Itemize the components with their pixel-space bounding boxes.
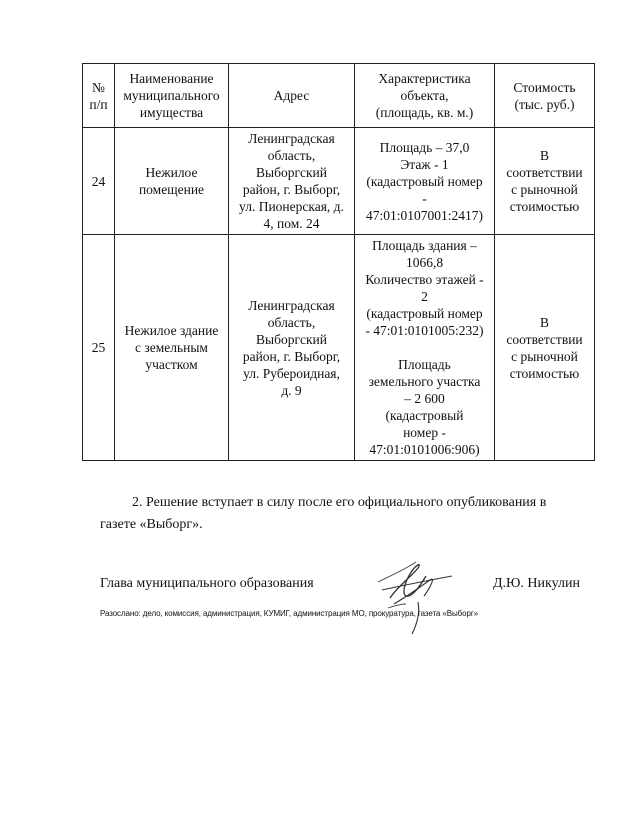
header-number: № п/п: [83, 64, 115, 128]
decision-paragraph-continuation: газете «Выборг».: [100, 517, 203, 532]
table-header-row: [83, 64, 595, 128]
table-row: [83, 128, 595, 235]
cell-address: Ленинградская область, Выборгский район, г. Выборг, ул. Пионерская, д. 4, пом. 24: [229, 128, 355, 235]
cell-number: 25: [83, 235, 115, 461]
cell-address: Ленинградская область, Выборгский район, г. Выборг, ул. Рубероидная, д. 9: [229, 235, 355, 461]
distribution-list: Разослано: дело, комиссия, администрация, КУМИГ, администрация МО, прокуратура, газета «Выборг»: [100, 609, 478, 618]
header-cost: Стоимость (тыс. руб.): [495, 64, 595, 128]
cell-cost: В соответствии с рыночной стоимостью: [495, 128, 595, 235]
header-characteristic: Характеристика объекта, (площадь, кв. м.): [355, 64, 495, 128]
cell-characteristic: Площадь – 37,0 Этаж - 1 (кадастровый номер - 47:01:0107001:2417): [355, 128, 495, 235]
signatory-name: Д.Ю. Никулин: [492, 576, 580, 591]
cell-characteristic: Площадь здания – 1066,8 Количество этажей - 2 (кадастровый номер - 47:01:0101005:232) Площадь земельного участка – 2 600 (кадастровый номер - 47:01:0101006:906): [355, 235, 495, 461]
cell-name: Нежилое помещение: [115, 128, 229, 235]
decision-paragraph: 2. Решение вступает в силу после его официального опубликования в: [132, 495, 547, 510]
header-name: Наименование муниципального имущества: [115, 64, 229, 128]
cell-number: 24: [83, 128, 115, 235]
cell-name: Нежилое здание с земельным участком: [115, 235, 229, 461]
signature-icon: [360, 546, 460, 641]
property-table: [82, 63, 595, 461]
table-row: [83, 235, 595, 461]
signatory-title: Глава муниципального образования: [100, 576, 314, 591]
header-address: Адрес: [229, 64, 355, 128]
cell-cost: В соответствии с рыночной стоимостью: [495, 235, 595, 461]
